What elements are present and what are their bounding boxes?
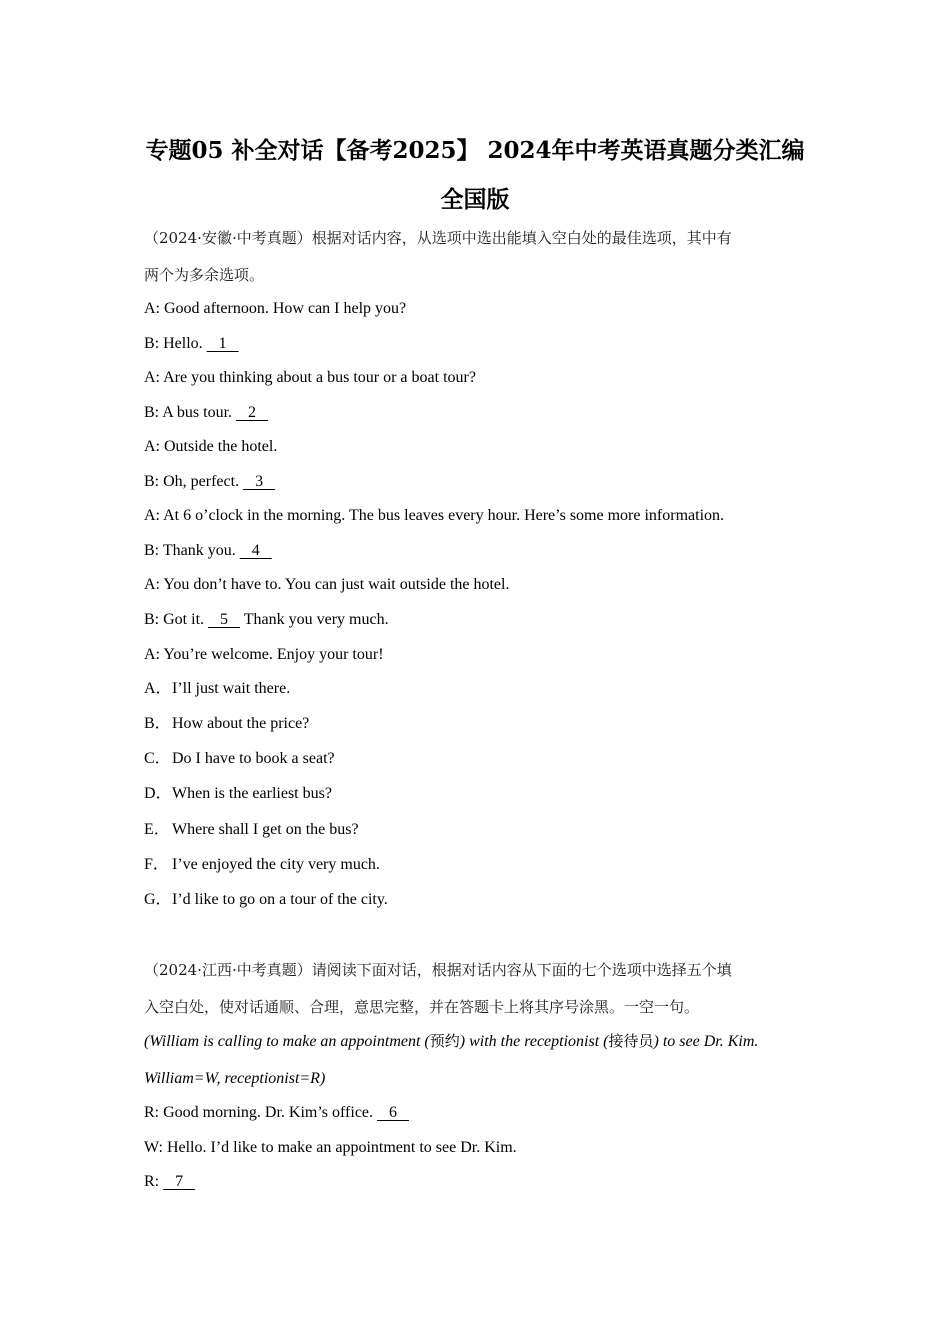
dialogue-line: R: 7 (144, 1172, 195, 1192)
dialogue-line: B: Got it. 5 Thank you very much. (144, 611, 389, 628)
answer-blank-6: 6 (389, 1104, 398, 1121)
option-d: D．When is the earliest bus? (144, 785, 332, 802)
answer-blank-5: 5 (220, 611, 229, 628)
answer-blank-1: 1 (218, 335, 227, 352)
document-title: 专题05 补全对话【备考2025】 2024年中考英语真题分类汇编 (145, 137, 805, 164)
dialogue-line: A: Are you thinking about a bus tour or a boat tour? (144, 369, 476, 386)
dialogue-line: B: Thank you. 4 (144, 541, 272, 561)
dialogue-line: W: Hello. I’d like to make an appointment to see Dr. Kim. (144, 1139, 517, 1156)
answer-blank-3: 3 (255, 473, 264, 490)
section1-instructions-line2: 两个为多余选项。 (144, 266, 265, 284)
dialogue-line: A: Outside the hotel. (144, 438, 278, 455)
section1-instructions-line1: （2024·安徽·中考真题）根据对话内容，从选项中选出能填入空白处的最佳选项，其中有 (144, 229, 732, 247)
dialogue-line: A: You don’t have to. You can just wait outside the hotel. (144, 576, 510, 593)
dialogue-line: R: Good morning. Dr. Kim’s office. 6 (144, 1103, 409, 1123)
option-c: C．Do I have to book a seat? (144, 750, 335, 767)
option-f: F． I’ve enjoyed the city very much. (144, 856, 380, 873)
option-a: A．I’ll just wait there. (144, 680, 291, 697)
answer-blank-2: 2 (248, 404, 257, 421)
context-note-line1: (William is calling to make an appointment (预约) with the receptionist (接待员) to see Dr. Kim. (144, 1032, 759, 1050)
option-e: E． Where shall I get on the bus? (144, 821, 359, 838)
option-b: B．How about the price? (144, 715, 310, 732)
document-subtitle: 全国版 (440, 186, 510, 213)
dialogue-line: A: You’re welcome. Enjoy your tour! (144, 646, 384, 663)
dialogue-line: B: Hello. 1 (144, 334, 239, 354)
section2-instructions-line1: （2024·江西·中考真题）请阅读下面对话，根据对话内容从下面的七个选项中选择五个填 (144, 961, 732, 979)
option-g: G．I’d like to go on a tour of the city. (144, 891, 388, 908)
answer-blank-7: 7 (175, 1173, 184, 1190)
dialogue-line: A: Good afternoon. How can I help you? (144, 300, 407, 317)
context-note-line2: William=W, receptionist=R) (144, 1070, 326, 1087)
dialogue-line: B: A bus tour. 2 (144, 403, 268, 423)
section2-instructions-line2: 入空白处，使对话通顺、合理，意思完整，并在答题卡上将其序号涂黑。一空一句。 (144, 998, 700, 1016)
dialogue-line: A: At 6 o’clock in the morning. The bus leaves every hour. Here’s some more information. (144, 507, 725, 524)
dialogue-line: B: Oh, perfect. 3 (144, 472, 275, 492)
answer-blank-4: 4 (251, 542, 260, 559)
